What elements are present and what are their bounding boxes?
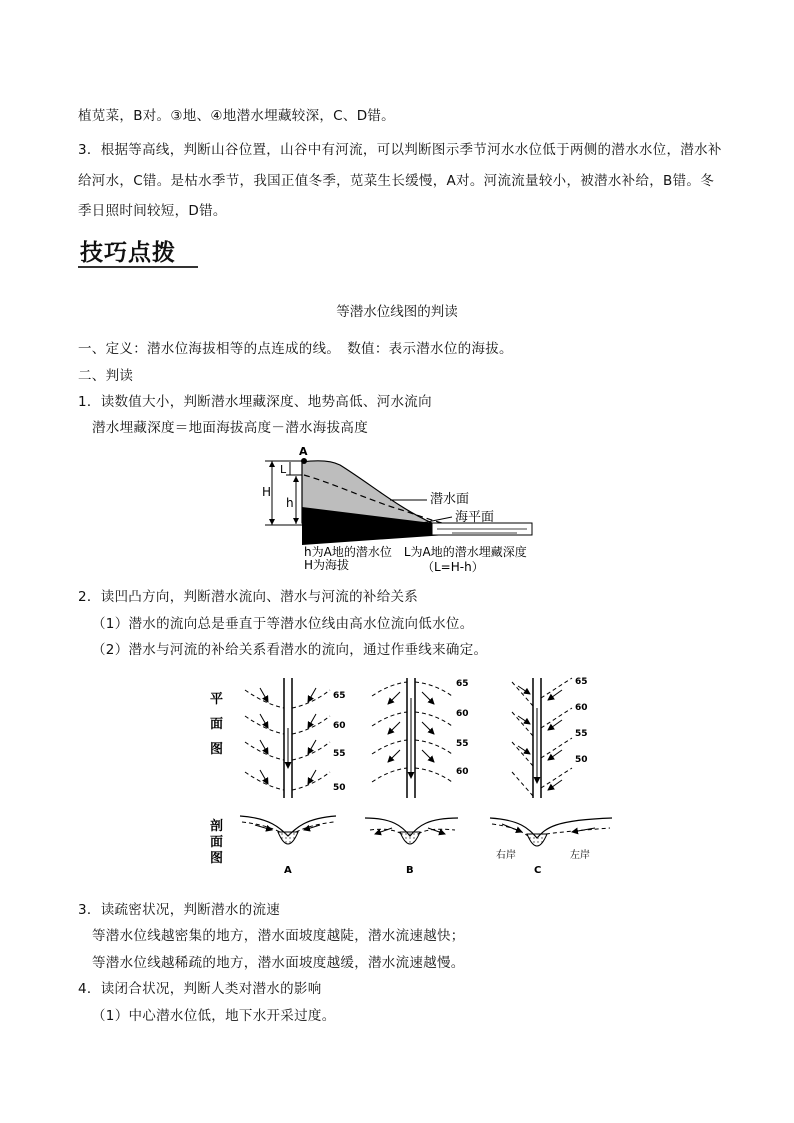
panel-b-value-4: 60 xyxy=(456,767,469,777)
panel-a-value-3: 55 xyxy=(333,749,346,759)
point-2: 2．读凹凸方向，判断潜水流向、潜水与河流的补给关系 xyxy=(78,589,419,605)
label-L: L xyxy=(280,463,287,476)
label-H: H xyxy=(262,485,272,499)
panel-b-value-2: 60 xyxy=(456,709,469,719)
panel-a-value-2: 60 xyxy=(333,721,346,731)
figure-river-groundwater xyxy=(200,668,620,880)
plan-label-2: 面 xyxy=(210,717,224,732)
panel-a-plan xyxy=(245,678,346,798)
panel-c-plan xyxy=(512,677,588,798)
point-3-2: 等潜水位线越稀疏的地方，潜水面坡度越缓，潜水流速越慢。 xyxy=(92,955,465,971)
panel-c-value-1: 65 xyxy=(575,677,588,687)
point-2-2: （2）潜水与河流的补给关系看潜水的流向，通过作垂线来确定。 xyxy=(92,642,488,658)
point-4: 4．读闭合状况，判断人类对潜水的影响 xyxy=(78,981,322,997)
plan-label-1: 平 xyxy=(210,692,224,707)
panel-a-value-1: 65 xyxy=(333,691,346,701)
panel-c-value-3: 55 xyxy=(575,729,588,739)
point-a-label: A xyxy=(299,445,308,458)
caption-2: H为海拔 xyxy=(304,558,350,572)
point-4-1: （1）中心潜水位低，地下水开采过度。 xyxy=(92,1008,336,1024)
label-sea-level: 海平面 xyxy=(455,510,495,525)
section-label-1: 剖 xyxy=(210,819,224,834)
label-h: h xyxy=(286,496,294,510)
panel-b-value-1: 65 xyxy=(456,679,469,689)
point-3: 3．读疏密状况，判断潜水的流速 xyxy=(78,902,281,918)
section-heading xyxy=(78,232,200,272)
point-3-1: 等潜水位线越密集的地方，潜水面坡度越陡，潜水流速越快； xyxy=(92,928,465,944)
left-bank-label: 左岸 xyxy=(570,850,590,861)
intro-line-2: 3．根据等高线，判断山谷位置，山谷中有河流，可以判断图示季节河水水位低于两侧的潜水水位，潜水补 xyxy=(78,142,722,158)
caption-1: h为A地的潜水位 L为A地的潜水埋藏深度 xyxy=(304,545,527,559)
section-heading-rule xyxy=(78,266,198,268)
panel-a-label: A xyxy=(284,865,292,876)
panel-b-value-3: 55 xyxy=(456,739,469,749)
intro-line-1: 植苋菜，B对。③地、④地潜水埋藏较深，C、D错。 xyxy=(78,108,395,124)
point-1: 1．读数值大小，判断潜水埋藏深度、地势高低、河水流向 xyxy=(78,394,432,410)
panel-b-label: B xyxy=(406,865,414,876)
plan-label-3: 图 xyxy=(210,742,224,757)
right-bank-label: 右岸 xyxy=(496,850,516,861)
label-water-table: 潜水面 xyxy=(430,492,470,507)
panel-a-value-4: 50 xyxy=(333,783,346,793)
panel-c-section xyxy=(490,818,612,876)
section-label-2: 面 xyxy=(210,835,224,850)
figure-water-table-profile xyxy=(262,445,582,580)
intro-line-3: 给河水，C错。是枯水季节，我国正值冬季，苋菜生长缓慢，A对。河流流量较小，被潜水补给，B错。冬 xyxy=(78,173,715,189)
definition-line: 一、定义：潜水位海拔相等的点连成的线。 数值：表示潜水位的海拔。 xyxy=(78,341,513,357)
panel-b-plan xyxy=(372,678,469,798)
caption-3: （L=H-h） xyxy=(422,560,484,574)
section-heading-text: 技巧点拨 xyxy=(80,239,176,266)
panel-c-label: C xyxy=(534,865,542,876)
intro-line-4: 季日照时间较短，D错。 xyxy=(78,203,227,219)
panel-a-section xyxy=(240,816,336,876)
panel-c-value-2: 60 xyxy=(575,703,588,713)
panel-c-value-4: 50 xyxy=(575,755,588,765)
page-title: 等潜水位线图的判读 xyxy=(336,304,458,320)
judge-heading: 二、判读 xyxy=(78,368,134,384)
point-2-1: （1）潜水的流向总是垂直于等潜水位线由高水位流向低水位。 xyxy=(92,616,474,632)
point-1-formula: 潜水埋藏深度＝地面海拔高度－潜水海拔高度 xyxy=(92,420,368,436)
section-label-3: 图 xyxy=(210,851,224,866)
panel-b-section xyxy=(365,818,458,876)
